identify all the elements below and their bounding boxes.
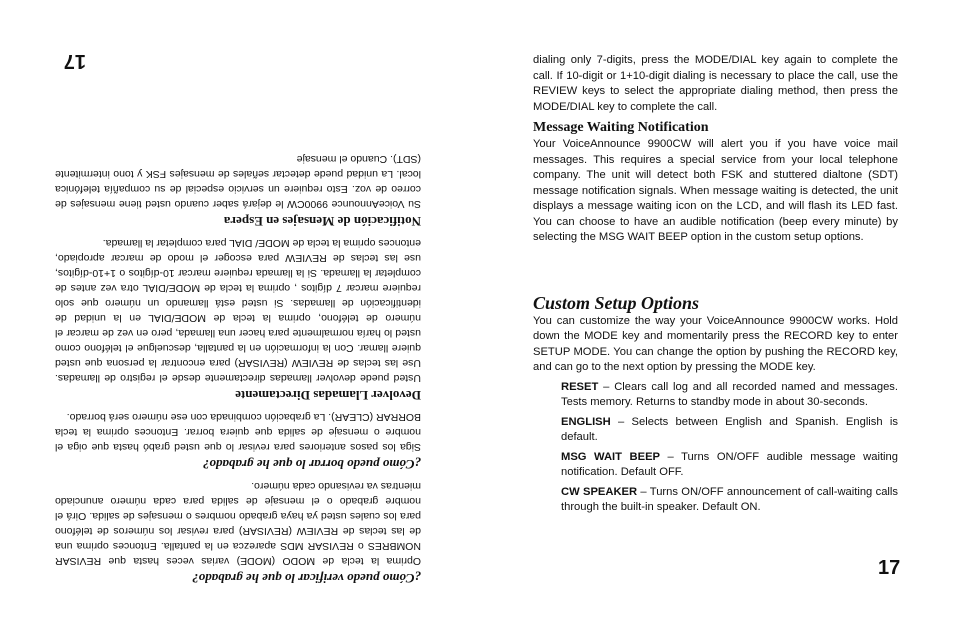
- paragraph-custom-setup: You can customize the way your VoiceAnnounce 9900CW works. Hold down the MODE key and momentarily press the RECORD key to enter SETUP MODE. You can change the option by pushing the RECORD key, and can go to the next option by pressing the MODE key.: [533, 314, 898, 373]
- left-page-spanish: [55, 32, 421, 592]
- option-msg-wait-beep-text: – Turns ON/OFF audible message waiting notification. Default OFF.: [561, 450, 898, 478]
- option-cw-speaker-label: CW SPEAKER: [561, 485, 638, 498]
- option-reset-text: – Clears call log and all recorded named and messages. Tests memory. Returns to standby mode in about 30-seconds.: [561, 380, 898, 408]
- option-cw-speaker: [561, 485, 898, 516]
- left-page-number: 17: [63, 50, 86, 72]
- left-page-body: [55, 151, 421, 592]
- intro-paragraph: dialing only 7-digits, press the MODE/DIAL key again to complete the call. If 10-digit or 1+10-digit dialing is necessary to place the call, use the REVIEW keys to select the appropriate dialing method, then press the MODE/DIAL key to complete the call.: [533, 54, 898, 113]
- heading-notificacion-mensajes: Notificación de Mensajes en Espera: [223, 214, 421, 229]
- right-page-english: [533, 53, 898, 516]
- option-reset-label: RESET: [561, 380, 599, 393]
- right-page-number: 17: [878, 557, 901, 579]
- paragraph-message-waiting: Your VoiceAnnounce 9900CW will alert you if you have voice mail messages. This requires a special service from your local telephone company. The unit will detect both FSK and stuttered dialtone (SDT) message notification signals. When message waiting is detected, the unit displays a message waiting icon on the LCD, and will flash its LED fast. You can choose to have an audible notification (beep every minute) by selecting the MSG WAIT BEEP option in the custom setup options.: [533, 138, 898, 243]
- option-english: [561, 415, 898, 446]
- heading-custom-setup: Custom Setup Options: [533, 292, 700, 313]
- option-english-text: – Selects between English and Spanish. English is default.: [561, 415, 898, 443]
- heading-borrar: ¿Cómo puedo borrar lo que he grabado?: [202, 457, 421, 472]
- heading-message-waiting: Message Waiting Notification: [533, 120, 709, 135]
- heading-verificar: ¿Cómo puedo verificar lo que he grabado?: [192, 571, 421, 586]
- paragraph-notificacion-mensajes: Su VoiceAnnounce 9900CW le dejará saber cuando usted tiene mensajes de correo de voz. Esto requiere un servicio especial de su compañía telefónica local. La unidad puede detectar señales de mensajes FSK y tono intermitente (SDT). Cuando el mensaje: [55, 153, 421, 210]
- option-msg-wait-beep-label: MSG WAIT BEEP: [561, 450, 660, 463]
- option-english-label: ENGLISH: [561, 415, 611, 428]
- paragraph-borrar: Siga los pasos anteriores para revisar lo que usted grabó hasta que oiga el nombre o mensaje de salida que quiera borrar. Entonces oprima la tecla BORRAR (CLEAR). La grabación combinada con ese número será borrado.: [55, 411, 421, 453]
- paragraph-devolver-llamadas: Usted puede devolver llamadas directamente desde el registro de llamadas. Use las teclas de REVIEW (REVISAR) para encontrar la persona que usted quiere llamar. Con la información en la pantalla, descuelgue el teléfono como usted lo haría normalmente para hacer una llamada, pero en vez de marcar el número de teléfono, oprima la tecla de MODE/DIAL en la unidad de identificación de llamadas. Si usted está llamando un número que solo requiere marcar 7 dígitos , oprima la tecla de MODE/DIAL otra vez antes de completar la llamada. Si la llamada requiere marcar 10-dígitos o 1+10-dígitos, use las teclas de REVIEW para escoger el modo de marcar apropiado, entonces oprima la tecla de MODE/ DIAL para completar la llamada.: [55, 237, 421, 384]
- option-reset: [561, 380, 898, 411]
- section-spacer: [533, 246, 898, 292]
- heading-devolver-llamadas: Devolver Llamadas Directamente: [235, 388, 421, 403]
- option-cw-speaker-text: – Turns ON/OFF announcement of call-waiting calls through the built-in speaker. Default ON.: [561, 485, 898, 513]
- option-msg-wait-beep: [561, 450, 898, 481]
- paragraph-verificar: Oprima la tecla de MODO (MODE) varias veces hasta que REVISAR NOMBRES o REVISAR MDS aparezca en la pantalla. Entonces oprima una de las teclas de REVIEW (REVISAR) para revisar los números de teléfono para los cuales usted ya haya grabado nombres o mensajes de salida. Oirá el nombre grabado o el mensaje de salida para cada número anunciado mientras va revisando cada número.: [55, 480, 421, 567]
